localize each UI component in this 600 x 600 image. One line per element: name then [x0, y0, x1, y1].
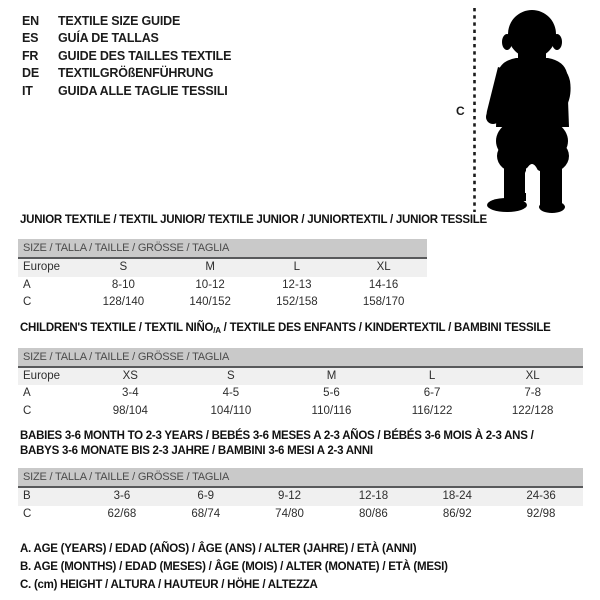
size-cell: 128/140 — [102, 296, 145, 308]
row-label: B — [23, 490, 31, 502]
footnote-a: A. AGE (YEARS) / EDAD (AÑOS) / ÂGE (ANS) / ALTER (JAHRE) / ETÀ (ANNI) — [20, 543, 417, 555]
size-cell: 9-12 — [278, 490, 302, 502]
junior-size-table — [18, 239, 427, 312]
size-cell: 98/104 — [112, 404, 148, 417]
language-title-list — [22, 13, 231, 100]
size-cell: 92/98 — [526, 507, 556, 520]
size-cell: M — [326, 369, 337, 382]
size-cell: 80/86 — [359, 507, 388, 520]
size-cell: 6-9 — [197, 490, 215, 502]
table-row — [18, 294, 427, 312]
size-cell: 12-13 — [282, 278, 312, 291]
children-size-table — [18, 348, 583, 421]
size-table-header: SIZE / TALLA / TAILLE / GRÖSSE / TAGLIA — [18, 468, 583, 488]
size-cell: 152/158 — [276, 296, 318, 308]
row-label: C — [23, 296, 32, 308]
language-code: EN — [22, 14, 39, 28]
language-row-es — [22, 30, 231, 47]
row-label: Europe — [23, 369, 61, 382]
size-cell: 12-18 — [358, 490, 389, 502]
footnote-c: C. (cm) HEIGHT / ALTURA / HAUTEUR / HÖHE / ALTEZZA — [20, 579, 318, 591]
size-cell: L — [428, 369, 436, 382]
table-row — [18, 488, 583, 506]
guide-title: GUIDA ALLE TAGLIE TESSILI — [58, 83, 228, 98]
table-row — [18, 385, 583, 403]
size-cell: 14-16 — [368, 278, 399, 291]
language-code: DE — [22, 66, 39, 81]
size-table-header: SIZE / TALLA / TAILLE / GRÖSSE / TAGLIA — [18, 239, 427, 259]
baby-silhouette-icon — [482, 7, 594, 213]
size-cell: XL — [376, 261, 391, 273]
size-cell: 158/170 — [362, 296, 405, 308]
language-row-it — [22, 83, 231, 100]
legend-footnotes — [20, 540, 600, 594]
guide-title: GUIDE DES TAILLES TEXTILE — [58, 48, 232, 63]
table-row — [18, 259, 427, 277]
size-cell: M — [205, 261, 215, 273]
header-section — [0, 0, 600, 213]
row-label: C — [23, 507, 32, 520]
row-label: Europe — [23, 261, 61, 273]
size-cell: 116/122 — [411, 404, 453, 417]
language-row-en — [22, 13, 231, 30]
size-cell: XL — [525, 369, 540, 382]
size-cell: 110/116 — [311, 404, 352, 417]
size-cell: XS — [122, 369, 138, 382]
row-label: A — [23, 387, 31, 399]
babies-title-line1: BABIES 3-6 MONTH TO 2-3 YEARS / BEBÉS 3-6 MESES A 2-3 AÑOS / BÉBÉS 3-6 MOIS À 2-3 ANS / — [20, 430, 534, 442]
size-cell: 86/92 — [442, 507, 472, 520]
table-row — [18, 506, 583, 524]
height-dashed-line-icon — [472, 8, 477, 212]
table-row — [18, 368, 583, 386]
size-cell: 6-7 — [423, 387, 441, 399]
size-cell: 18-24 — [442, 490, 472, 502]
size-cell: 8-10 — [111, 278, 135, 291]
table-row — [18, 277, 427, 295]
size-cell: 7-8 — [524, 387, 541, 399]
guide-title: GUÍA DE TALLAS — [58, 31, 159, 46]
size-table-header: SIZE / TALLA / TAILLE / GRÖSSE / TAGLIA — [18, 348, 583, 368]
language-row-fr — [22, 48, 231, 65]
size-cell: 62/68 — [107, 507, 137, 520]
measure-c-label: C — [456, 104, 465, 118]
title-subscript: /A — [213, 325, 221, 335]
size-cell: 104/110 — [210, 404, 252, 417]
row-label: A — [23, 278, 31, 291]
language-code: FR — [22, 48, 39, 63]
size-cell: 74/80 — [275, 507, 304, 520]
size-cell: 68/74 — [191, 507, 221, 520]
babies-title-line2: BABYS 3-6 MONATE BIS 2-3 JAHRE / BAMBINI 3-6 MESI A 2-3 ANNI — [20, 445, 373, 457]
language-code: IT — [22, 83, 33, 98]
language-row-de — [22, 65, 231, 82]
table-row — [18, 403, 583, 421]
size-cell: 5-6 — [323, 387, 340, 399]
size-cell: 10-12 — [195, 278, 225, 291]
junior-table-title: JUNIOR TEXTILE / TEXTIL JUNIOR/ TEXTILE JUNIOR / JUNIORTEXTIL / JUNIOR TESSILE — [20, 214, 487, 226]
size-cell: 4-5 — [222, 387, 240, 399]
height-measure-figure — [450, 0, 600, 213]
size-cell: 3-4 — [121, 387, 139, 399]
size-cell: L — [293, 261, 301, 273]
size-cell: S — [119, 261, 128, 273]
size-cell: 122/128 — [511, 404, 554, 417]
language-code: ES — [22, 31, 39, 46]
guide-title: TEXTILGRÖßENFÜHRUNG — [58, 66, 214, 81]
size-cell: 3-6 — [113, 490, 131, 502]
size-cell: S — [227, 369, 235, 382]
footnote-b: B. AGE (MONTHS) / EDAD (MESES) / ÂGE (MOIS) / ALTER (MONATE) / ETÀ (MESI) — [20, 561, 448, 573]
babies-size-table — [18, 468, 583, 523]
children-table-title: CHILDREN'S TEXTILE / TEXTIL $NIÑO_{/A}$ / TEXTILE DES ENFANTS / KINDERTEXTIL / BAMBINI TESSILE — [20, 321, 551, 335]
guide-title: TEXTILE SIZE GUIDE — [58, 14, 181, 28]
row-label: C — [23, 404, 32, 417]
size-cell: 24-36 — [526, 490, 556, 502]
babies-table-title — [20, 429, 600, 459]
size-cell: 140/152 — [189, 296, 231, 308]
